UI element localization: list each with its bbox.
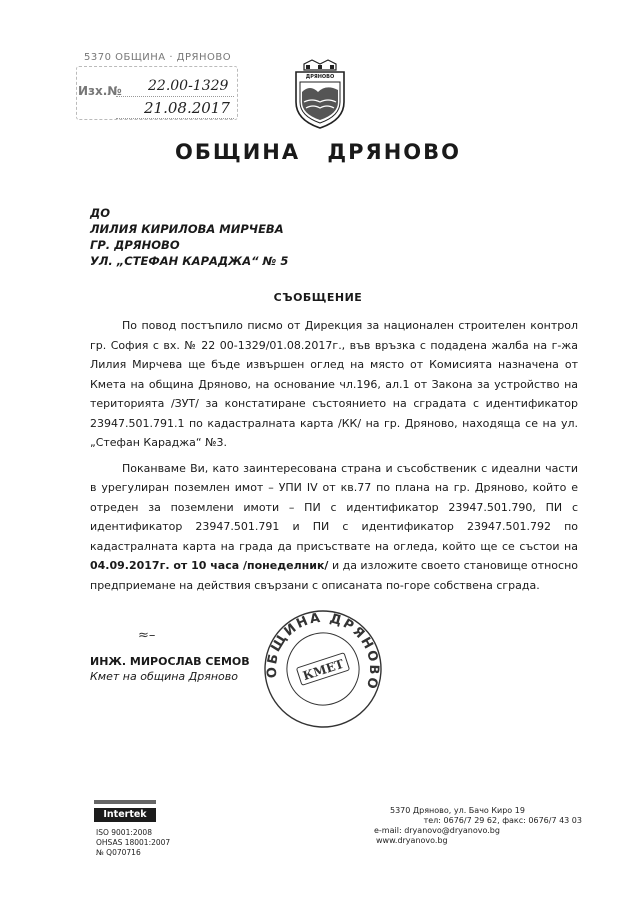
- stamp-date: 21.08.2017: [144, 99, 230, 117]
- coat-caption: ДРЯНОВО: [305, 74, 335, 80]
- organization-title: ОБЩИНА ДРЯНОВО: [175, 140, 461, 164]
- signature-mark: ≈–: [138, 628, 156, 643]
- paragraph-text: Поканваме Ви, като заинтересована страна и съсобственик с идеални части в урегулиран поземлен имот – УПИ IV от кв.77 по плана на гр. Дряново, който е отреден за поземлени имоти – ПИ с идентификатор 23947.501.790, ПИ с идентификатор 23947.501.791 и ПИ с идентификатор 23947.501.792 по кадастралната карта на града да присъствате на огледа, който ще се състои на: [90, 461, 578, 553]
- paragraph: [90, 459, 578, 596]
- intertek-logo-bar: [94, 800, 156, 804]
- address-line: ГР. ДРЯНОВО: [90, 238, 180, 252]
- contact-phone: тел: 0676/7 29 62, факс: 0676/7 43 03: [423, 816, 582, 825]
- document-heading: СЪОБЩЕНИЕ: [273, 291, 363, 304]
- stamp-rule: [116, 96, 234, 97]
- certificate-line: OHSAS 18001:2007: [96, 838, 171, 847]
- address-line: УЛ. „СТЕФАН КАРАДЖА“ № 5: [90, 254, 289, 268]
- contact-address: 5370 Дряново, ул. Бачо Киро 19: [390, 806, 525, 815]
- official-seal: [258, 604, 388, 734]
- meeting-datetime: 04.09.2017г. от 10 часа /понеделник/: [90, 559, 329, 572]
- paragraph-text: и да изложите своето становище относно предприемане на действия свързани с описаната по-горе собствена сграда.: [90, 559, 578, 592]
- coat-of-arms-icon: [290, 58, 350, 130]
- stamp-header: 5370 ОБЩИНА · ДРЯНОВО: [84, 52, 232, 63]
- seal-ring-text: ОБЩИНА ДРЯНОВО: [264, 610, 382, 693]
- stamp-number: 22.00-1329: [148, 78, 229, 94]
- seal-center-text: КМЕТ: [301, 656, 346, 684]
- letter-body: [90, 316, 578, 601]
- stamp-label: Изх.№: [78, 84, 122, 98]
- contact-info: [372, 806, 582, 846]
- contact-website: www.dryanovo.bg: [376, 836, 448, 845]
- certificate-line: ISO 9001:2008: [96, 828, 152, 837]
- stamp-rule: [116, 118, 234, 119]
- incoming-stamp: [78, 52, 240, 120]
- address-line: ЛИЛИЯ КИРИЛОВА МИРЧЕВА: [90, 222, 284, 236]
- paragraph: По повод постъпило писмо от Дирекция за национален строителен контрол гр. София с вх. № 22 00-1329/01.08.2017г., във връзка с подадена жалба на г-жа Лилия Мирчева ще бъде извършен оглед на място от Комисията назначена от Кмета на община Дряново, на основание чл.196, ал.1 от Закона за устройство на територията /ЗУТ/ за констатиране състоянието на сградата с идентификатор 23947.501.791.1 по кадастралната карта /КК/ на гр. Дряново, находяща се на ул. „Стефан Караджа“ №3.: [90, 319, 578, 449]
- certificates: [96, 828, 170, 858]
- signer-position: Кмет на община Дряново: [90, 670, 238, 683]
- recipient-address: [90, 205, 288, 269]
- certificate-line: № Q070716: [96, 848, 141, 857]
- intertek-logo: Intertek: [94, 808, 156, 822]
- signer-name: ИНЖ. МИРОСЛАВ СЕМОВ: [90, 655, 250, 668]
- address-line: ДО: [90, 206, 111, 220]
- signature-block: [90, 654, 250, 684]
- contact-email: e-mail: dryanovo@dryanovo.bg: [374, 826, 500, 835]
